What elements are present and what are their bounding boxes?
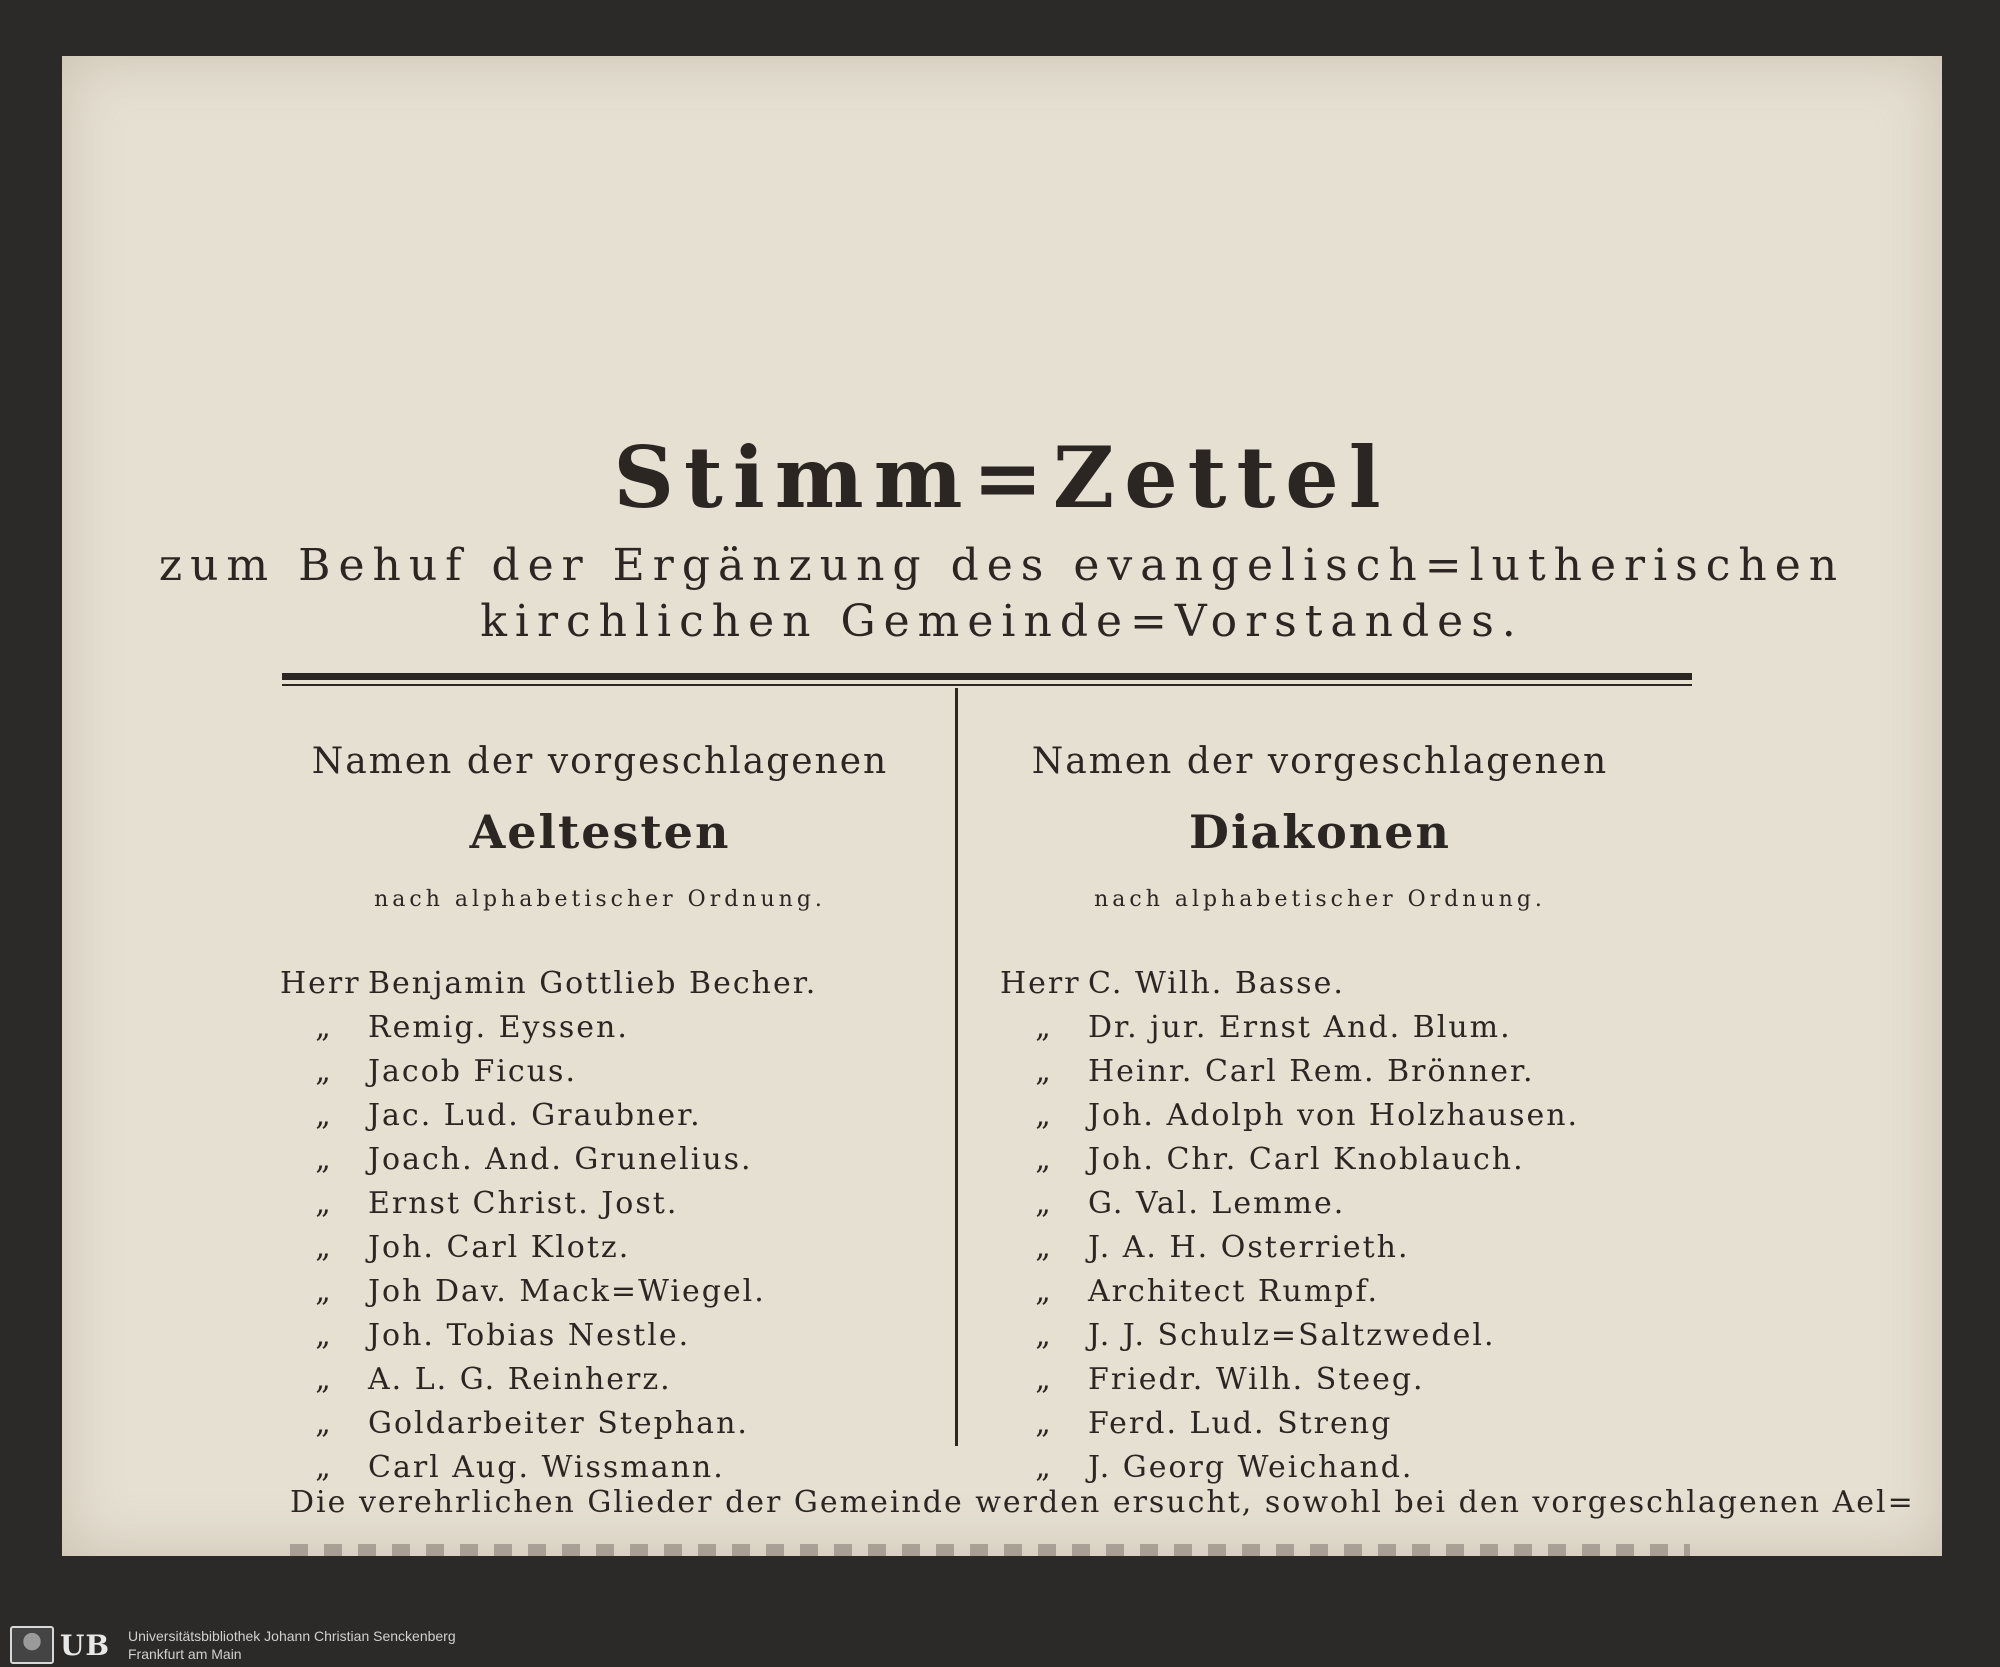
candidate-name: Joh. Chr. Carl Knoblauch.: [1088, 1141, 1525, 1177]
candidate-name: Benjamin Gottlieb Becher.: [368, 965, 818, 1001]
column-divider: [955, 688, 958, 1446]
name-prefix: „: [315, 1317, 333, 1353]
name-prefix: „: [315, 1141, 333, 1177]
list-item: [280, 1357, 920, 1401]
list-item: [280, 1225, 920, 1269]
name-prefix: „: [1035, 1273, 1053, 1309]
portrait-icon: [10, 1626, 54, 1664]
deacons-order-note: nach alphabetischer Ordnung.: [1094, 887, 1546, 912]
list-item: [280, 1049, 920, 1093]
name-prefix: „: [315, 1185, 333, 1221]
cut-off-text-line: [290, 1544, 1690, 1556]
institution-line1: Universitätsbibliothek Johann Christian Senckenberg: [128, 1628, 456, 1644]
list-item: [1000, 961, 1640, 1005]
instruction-paragraph: Die verehrlichen Glieder der Gemeinde werden ersucht, sowohl bei den vorgeschlagenen Ael=: [290, 1485, 1915, 1520]
name-prefix: „: [315, 1229, 333, 1265]
deacons-title: Diakonen: [1189, 805, 1451, 859]
name-prefix: „: [1035, 1449, 1053, 1485]
candidate-name: Goldarbeiter Stephan.: [368, 1405, 749, 1441]
candidate-name: Carl Aug. Wissmann.: [368, 1449, 725, 1485]
list-item: [1000, 1049, 1640, 1093]
candidate-name: Ferd. Lud. Streng: [1088, 1405, 1393, 1441]
list-item: [280, 1401, 920, 1445]
name-prefix: Herr: [280, 965, 361, 1001]
candidate-name: J. Georg Weichand.: [1088, 1449, 1414, 1485]
candidate-name: Jacob Ficus.: [368, 1053, 577, 1089]
list-item: [280, 1137, 920, 1181]
candidate-name: J. J. Schulz=Saltzwedel.: [1088, 1317, 1496, 1353]
candidate-name: Joh. Tobias Nestle.: [368, 1317, 691, 1353]
list-item: [280, 1093, 920, 1137]
document-subtitle-line2: kirchlichen Gemeinde=Vorstandes.: [480, 596, 1524, 647]
name-prefix: „: [315, 1361, 333, 1397]
logo-text: UB: [60, 1628, 111, 1662]
elders-order-note: nach alphabetischer Ordnung.: [374, 887, 826, 912]
heavy-divider: [282, 673, 1692, 680]
name-prefix: „: [1035, 1185, 1053, 1221]
list-item: [1000, 1093, 1640, 1137]
name-prefix: „: [315, 1449, 333, 1485]
elders-title: Aeltesten: [469, 805, 731, 859]
name-prefix: „: [1035, 1097, 1053, 1133]
name-prefix: „: [1035, 1405, 1053, 1441]
candidate-name: Architect Rumpf.: [1088, 1273, 1380, 1309]
institution-line2: Frankfurt am Main: [128, 1646, 242, 1662]
institution-name: [128, 1627, 456, 1663]
candidate-name: A. L. G. Reinherz.: [368, 1361, 672, 1397]
list-item: [1000, 1181, 1640, 1225]
candidate-name: Friedr. Wilh. Steeg.: [1088, 1361, 1425, 1397]
candidate-name: Ernst Christ. Jost.: [368, 1185, 679, 1221]
deacons-heading: Namen der vorgeschlagenen: [1031, 741, 1609, 782]
list-item: [1000, 1401, 1640, 1445]
list-item: [280, 1005, 920, 1049]
candidate-name: Joach. And. Grunelius.: [368, 1141, 753, 1177]
name-prefix: „: [315, 1097, 333, 1133]
name-prefix: „: [315, 1405, 333, 1441]
deacons-name-list: [1000, 961, 1640, 1489]
name-prefix: Herr: [1000, 965, 1081, 1001]
candidate-name: Dr. jur. Ernst And. Blum.: [1088, 1009, 1512, 1045]
list-item: [1000, 1225, 1640, 1269]
candidate-name: Joh. Carl Klotz.: [368, 1229, 631, 1265]
candidate-name: Remig. Eyssen.: [368, 1009, 629, 1045]
list-item: [280, 961, 920, 1005]
name-prefix: „: [315, 1273, 333, 1309]
name-prefix: „: [315, 1053, 333, 1089]
library-footer-bar: [0, 1623, 2000, 1667]
library-logo: [10, 1626, 116, 1664]
list-item: [1000, 1445, 1640, 1489]
name-prefix: „: [1035, 1361, 1053, 1397]
name-prefix: „: [1035, 1229, 1053, 1265]
candidate-name: C. Wilh. Basse.: [1088, 965, 1345, 1001]
list-item: [1000, 1137, 1640, 1181]
candidate-name: Joh Dav. Mack=Wiegel.: [368, 1273, 766, 1309]
document-title: Stimm=Zettel: [613, 428, 1391, 527]
list-item: [1000, 1005, 1640, 1049]
candidate-name: Heinr. Carl Rem. Brönner.: [1088, 1053, 1535, 1089]
document-page: [62, 56, 1942, 1556]
name-prefix: „: [1035, 1009, 1053, 1045]
list-item: [280, 1269, 920, 1313]
list-item: [1000, 1269, 1640, 1313]
list-item: [280, 1313, 920, 1357]
list-item: [1000, 1313, 1640, 1357]
list-item: [280, 1181, 920, 1225]
name-prefix: „: [1035, 1053, 1053, 1089]
list-item: [280, 1445, 920, 1489]
name-prefix: „: [315, 1009, 333, 1045]
name-prefix: „: [1035, 1317, 1053, 1353]
elders-name-list: [280, 961, 920, 1489]
list-item: [1000, 1357, 1640, 1401]
candidate-name: Jac. Lud. Graubner.: [368, 1097, 702, 1133]
name-prefix: „: [1035, 1141, 1053, 1177]
candidate-name: Joh. Adolph von Holzhausen.: [1088, 1097, 1580, 1133]
document-subtitle-line1: zum Behuf der Ergänzung des evangelisch=lutherischen: [158, 540, 1846, 591]
elders-heading: Namen der vorgeschlagenen: [311, 741, 889, 782]
thin-divider: [282, 684, 1692, 686]
candidate-name: J. A. H. Osterrieth.: [1088, 1229, 1410, 1265]
candidate-name: G. Val. Lemme.: [1088, 1185, 1346, 1221]
